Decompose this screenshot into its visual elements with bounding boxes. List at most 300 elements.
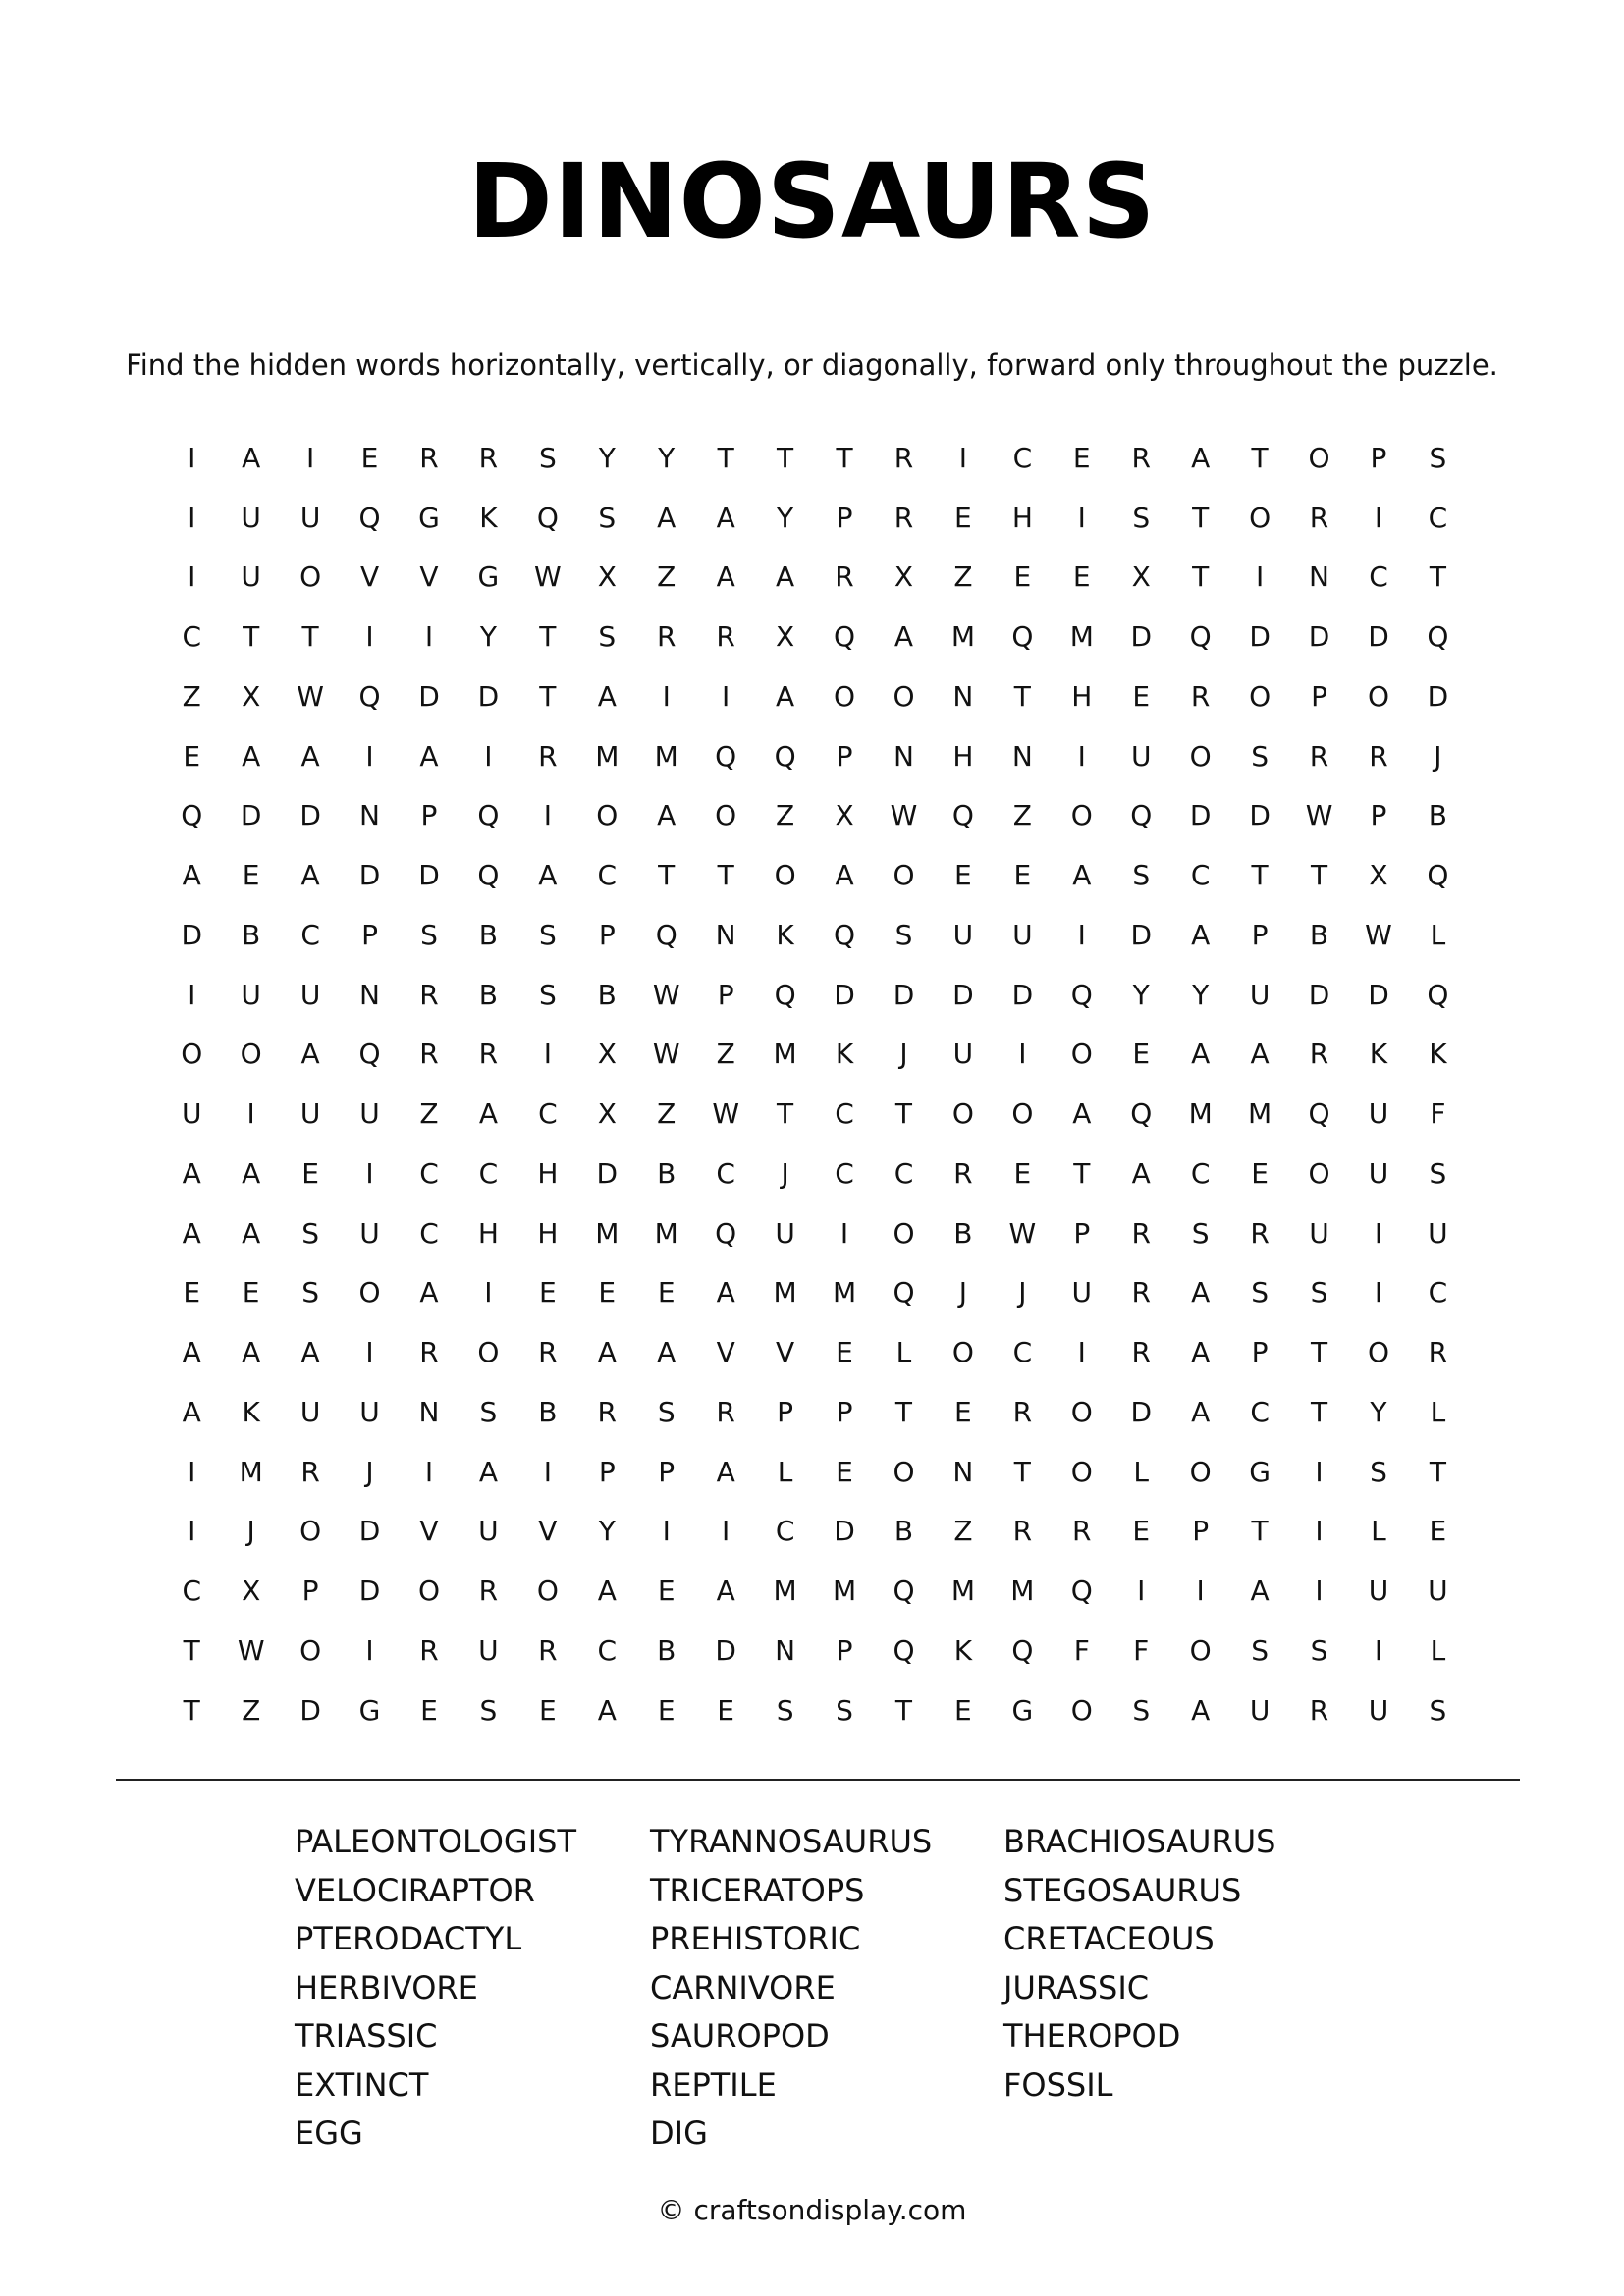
grid-letter: S [1429,1693,1447,1727]
grid-letter: S [1429,1156,1447,1190]
grid-letter: A [300,1336,320,1369]
grid-letter: T [717,441,734,474]
grid-letter: M [773,1575,797,1608]
grid-letter: R [716,620,735,654]
grid-letter: S [1251,1633,1269,1667]
grid-letter: H [537,1156,559,1190]
grid-letter: Q [536,501,559,534]
grid-letter: Q [1427,620,1449,654]
grid-letter: P [836,1633,853,1667]
grid-letter: S [1310,1633,1328,1667]
grid-letter: O [951,1097,974,1131]
grid-letter: P [1073,1216,1091,1250]
grid-letter: Q [951,799,974,832]
grid-letter: E [954,859,972,892]
grid-letter: N [715,918,736,951]
grid-letter: A [597,1575,617,1608]
grid-letter: H [1011,501,1033,534]
grid-letter: D [358,859,381,892]
grid-letter: I [424,620,434,654]
grid-letter: C [835,1156,854,1190]
grid-letter: G [358,1693,381,1727]
grid-letter: C [300,918,320,951]
grid-letter: U [478,1633,499,1667]
grid-letter: N [952,679,974,713]
grid-letter: Z [776,799,795,832]
grid-letter: D [1130,918,1152,951]
grid-letter: R [1309,501,1329,534]
grid-letter: T [1251,441,1269,474]
grid-letter: U [1071,1276,1093,1309]
grid-letter: H [952,739,974,773]
grid-letter: Y [777,501,794,534]
grid-letter: M [950,620,975,654]
grid-letter: Q [655,918,677,951]
grid-letter: R [656,620,677,654]
grid-letter: J [1434,739,1442,773]
grid-letter: Y [1370,1395,1387,1428]
grid-letter: R [893,441,914,474]
grid-letter: A [893,620,914,654]
grid-letter: T [539,679,557,713]
grid-letter: O [1011,1097,1034,1131]
grid-letter: Q [1189,620,1212,654]
grid-letter: A [1191,1693,1211,1727]
grid-letter: I [1196,1575,1205,1608]
grid-letter: V [538,1515,558,1548]
grid-letter: S [301,1276,319,1309]
grid-letter: O [417,1575,440,1608]
grid-letter: P [1192,1515,1210,1548]
grid-letter: K [242,1395,260,1428]
grid-letter: O [1249,679,1272,713]
grid-letter: W [652,1038,680,1071]
grid-letter: I [1077,739,1086,773]
grid-letter: U [299,1097,321,1131]
grid-letter: A [182,1395,201,1428]
grid-letter: I [839,1216,849,1250]
grid-letter: Z [657,561,677,594]
grid-letter: S [894,918,913,951]
grid-letter: M [595,739,620,773]
grid-letter: I [543,1038,552,1071]
grid-letter: Q [1308,1097,1330,1131]
grid-letter: I [1374,1216,1383,1250]
grid-letter: O [1070,1038,1093,1071]
grid-letter: C [835,1097,854,1131]
grid-letter: I [188,501,196,534]
grid-letter: A [182,1156,201,1190]
grid-letter: X [1131,561,1151,594]
grid-letter: Q [834,918,856,951]
grid-letter: U [1368,1156,1389,1190]
grid-letter: U [359,1395,380,1428]
grid-letter: V [716,1336,735,1369]
grid-letter: A [776,561,795,594]
grid-letter: M [595,1216,620,1250]
grid-letter: M [1069,620,1094,654]
grid-letter: R [1131,1216,1151,1250]
grid-letter: U [299,978,321,1011]
grid-letter: S [598,620,617,654]
grid-letter: I [1315,1455,1324,1488]
word-bank [295,1818,1375,2152]
grid-letter: R [538,1633,558,1667]
grid-letter: O [536,1575,559,1608]
grid-letter: A [1191,1336,1211,1369]
grid-letter: P [658,1455,676,1488]
grid-letter: E [954,1693,972,1727]
grid-letter: R [835,561,854,594]
grid-letter: O [1070,799,1093,832]
grid-letter: T [894,1693,913,1727]
grid-letter: T [894,1395,913,1428]
grid-letter: Z [953,1515,973,1548]
grid-letter: Q [834,620,856,654]
grid-letter: I [1018,1038,1027,1071]
grid-letter: W [237,1633,265,1667]
grid-letter: N [359,978,380,1011]
grid-letter: Y [598,1515,616,1548]
grid-letter: I [365,1336,374,1369]
grid-letter: E [1251,1156,1269,1190]
grid-letter: I [1315,1515,1324,1548]
grid-letter: D [181,918,202,951]
grid-letter: U [359,1216,380,1250]
grid-letter: W [534,561,562,594]
grid-letter: N [418,1395,440,1428]
grid-letter: S [1251,739,1269,773]
grid-letter: T [658,859,676,892]
grid-letter: B [597,978,617,1011]
grid-letter: O [299,1633,322,1667]
grid-letter: D [834,978,855,1011]
grid-letter: P [1370,799,1387,832]
grid-letter: X [835,799,854,832]
grid-letter: S [538,441,557,474]
word-bank-item: THEROPOD [1003,2017,1181,2055]
grid-letter: I [1137,1575,1146,1608]
grid-letter: W [297,679,324,713]
grid-letter: I [543,1455,552,1488]
grid-letter: R [953,1156,973,1190]
grid-letter: O [1249,501,1272,534]
grid-letter: M [1010,1575,1035,1608]
grid-letter: P [1370,441,1387,474]
grid-letter: C [597,1633,618,1667]
grid-letter: W [1305,799,1333,832]
word-bank-item: SAUROPOD [650,2017,830,2055]
grid-letter: D [893,978,915,1011]
grid-letter: D [1011,978,1034,1011]
grid-letter: P [836,501,853,534]
grid-letter: A [1131,1156,1151,1190]
grid-letter: P [361,918,378,951]
grid-letter: U [1368,1693,1389,1727]
grid-letter: O [1070,1455,1093,1488]
grid-letter: C [1190,1156,1211,1190]
grid-letter: C [775,1515,795,1548]
grid-letter: S [1191,1216,1210,1250]
grid-letter: U [1428,1216,1448,1250]
grid-letter: I [484,1276,493,1309]
grid-letter: N [1011,739,1033,773]
grid-letter: L [777,1455,793,1488]
grid-letter: A [300,1038,320,1071]
grid-letter: E [1132,1515,1151,1548]
grid-letter: A [182,859,201,892]
grid-letter: S [538,918,557,951]
grid-letter: U [952,918,974,951]
grid-letter: W [712,1097,739,1131]
footer-copyright: © craftsondisplay.com [657,2194,967,2226]
grid-letter: O [893,859,915,892]
grid-letter: C [597,859,618,892]
grid-letter: X [893,561,914,594]
grid-letter: A [597,679,617,713]
grid-letter: W [1365,918,1392,951]
grid-letter: S [479,1395,498,1428]
grid-letter: C [538,1097,558,1131]
grid-letter: S [598,501,617,534]
grid-letter: T [836,441,853,474]
grid-letter: O [240,1038,262,1071]
grid-letter: D [477,679,500,713]
grid-letter: Q [774,978,796,1011]
grid-letter: L [1133,1455,1150,1488]
grid-letter: A [1191,1038,1211,1071]
grid-letter: E [538,1276,557,1309]
grid-letter: B [242,918,261,951]
grid-letter: T [1310,1336,1328,1369]
grid-letter: C [478,1156,499,1190]
grid-letter: R [1428,1336,1448,1369]
grid-letter: R [419,978,439,1011]
letter-grid [162,428,1462,1727]
grid-letter: C [182,620,201,654]
word-bank-column-3 [1003,1818,1337,2109]
grid-letter: I [1374,1633,1383,1667]
grid-letter: D [1368,978,1389,1011]
grid-letter: P [717,978,734,1011]
grid-letter: U [359,1097,380,1131]
grid-letter: Y [1192,978,1210,1011]
grid-letter: I [305,441,315,474]
grid-letter: K [479,501,498,534]
page-title: DINOSAURS [467,141,1157,261]
grid-letter: D [299,799,321,832]
grid-letter: D [952,978,974,1011]
grid-letter: P [836,1395,853,1428]
grid-letter: P [301,1575,319,1608]
grid-letter: E [1132,1038,1151,1071]
grid-letter: M [832,1276,857,1309]
grid-letter: R [1190,679,1211,713]
grid-letter: M [1248,1097,1272,1131]
grid-letter: N [893,739,914,773]
grid-letter: E [183,1276,201,1309]
grid-letter: K [835,1038,854,1071]
grid-letter: Q [358,501,381,534]
grid-letter: Q [774,739,796,773]
grid-letter: L [1371,1515,1386,1548]
grid-letter: G [477,561,500,594]
grid-letter: E [598,1276,617,1309]
divider-line [116,1779,1520,1781]
grid-letter: I [188,561,196,594]
grid-letter: A [1191,1395,1211,1428]
grid-letter: M [654,1216,678,1250]
grid-letter: T [183,1693,200,1727]
grid-letter: A [1191,1276,1211,1309]
grid-letter: T [1192,561,1210,594]
grid-letter: T [717,859,734,892]
grid-letter: O [358,1276,381,1309]
grid-letter: I [1077,918,1086,951]
grid-letter: E [1429,1515,1447,1548]
grid-letter: L [1430,1395,1446,1428]
grid-letter: A [597,1336,617,1369]
grid-letter: U [241,978,261,1011]
grid-letter: A [835,859,854,892]
grid-letter: D [1427,679,1449,713]
grid-letter: F [1133,1633,1150,1667]
grid-letter: Q [715,739,737,773]
grid-letter: U [1249,978,1271,1011]
word-bank-item: CARNIVORE [650,1968,836,2006]
word-bank-item: PTERODACTYL [295,1920,522,1957]
grid-letter: Z [953,561,973,594]
grid-letter: I [188,1455,196,1488]
grid-letter: U [1428,1575,1448,1608]
grid-letter: D [1308,620,1330,654]
grid-letter: X [242,679,261,713]
grid-letter: H [537,1216,559,1250]
grid-letter: E [242,1276,260,1309]
grid-letter: T [1310,859,1328,892]
grid-letter: U [241,561,261,594]
grid-letter: R [478,1575,499,1608]
grid-letter: E [954,501,972,534]
grid-letter: E [1072,441,1091,474]
grid-letter: Q [1427,978,1449,1011]
grid-letter: I [1374,501,1383,534]
grid-letter: I [365,620,374,654]
grid-letter: E [836,1336,853,1369]
grid-letter: X [776,620,795,654]
grid-letter: Q [1011,1633,1034,1667]
grid-letter: D [299,1693,321,1727]
grid-letter: X [597,1097,617,1131]
grid-letter: D [1368,620,1389,654]
grid-letter: O [181,1038,203,1071]
grid-letter: E [360,441,379,474]
grid-letter: Y [658,441,676,474]
grid-letter: O [1367,679,1389,713]
grid-letter: I [365,739,374,773]
grid-letter: B [538,1395,558,1428]
grid-letter: Q [358,1038,381,1071]
grid-letter: T [539,620,557,654]
grid-letter: O [834,679,856,713]
grid-letter: O [1189,1633,1212,1667]
grid-letter: K [953,1633,973,1667]
grid-letter: Q [715,1216,737,1250]
word-bank-item: CRETACEOUS [1003,1920,1215,1957]
grid-letter: Q [477,859,500,892]
grid-letter: A [657,1336,677,1369]
grid-letter: I [722,1515,731,1548]
grid-letter: D [1189,799,1212,832]
grid-letter: Q [1427,859,1449,892]
grid-letter: B [478,978,499,1011]
grid-letter: A [419,1276,439,1309]
word-bank-item: TRIASSIC [295,2017,438,2055]
grid-letter: R [716,1395,735,1428]
grid-letter: O [1189,1455,1212,1488]
word-bank-item: PALEONTOLOGIST [295,1823,577,1860]
word-bank-item: STEGOSAURUS [1003,1871,1242,1909]
grid-letter: Z [1012,799,1032,832]
grid-letter: R [419,1633,439,1667]
grid-letter: F [1430,1097,1446,1131]
grid-letter: O [299,1515,322,1548]
grid-letter: G [1249,1455,1271,1488]
word-bank-column-2 [650,1818,984,2159]
grid-letter: E [1132,679,1151,713]
grid-letter: A [776,679,795,713]
word-bank-item: JURASSIC [1003,1968,1150,2006]
grid-letter: V [776,1336,795,1369]
grid-letter: A [182,1336,201,1369]
grid-letter: O [1070,1693,1093,1727]
grid-letter: S [479,1693,498,1727]
grid-letter: H [1071,679,1093,713]
grid-letter: O [1189,739,1212,773]
grid-letter: D [1130,1395,1152,1428]
grid-letter: Q [1130,1097,1153,1131]
grid-letter: S [657,1395,676,1428]
grid-letter: A [300,739,320,773]
grid-letter: O [299,561,322,594]
grid-letter: Y [1132,978,1150,1011]
grid-letter: E [657,1693,676,1727]
grid-letter: I [1374,1276,1383,1309]
word-bank-item: REPTILE [650,2065,777,2104]
grid-letter: A [716,1276,735,1309]
grid-letter: I [246,1097,255,1131]
grid-letter: A [1072,1097,1092,1131]
grid-letter: B [953,1216,973,1250]
grid-letter: O [774,859,796,892]
grid-letter: P [420,799,438,832]
grid-letter: I [188,1515,196,1548]
grid-letter: M [654,739,678,773]
grid-letter: D [358,1575,381,1608]
grid-letter: U [1368,1575,1389,1608]
grid-letter: E [242,859,260,892]
grid-letter: U [181,1097,202,1131]
grid-letter: I [424,1455,434,1488]
grid-letter: O [596,799,619,832]
grid-letter: G [418,501,440,534]
grid-letter: Y [598,441,616,474]
grid-letter: T [777,441,794,474]
grid-letter: A [657,799,677,832]
grid-letter: U [1012,918,1033,951]
grid-letter: I [1077,501,1086,534]
grid-letter: E [301,1156,319,1190]
